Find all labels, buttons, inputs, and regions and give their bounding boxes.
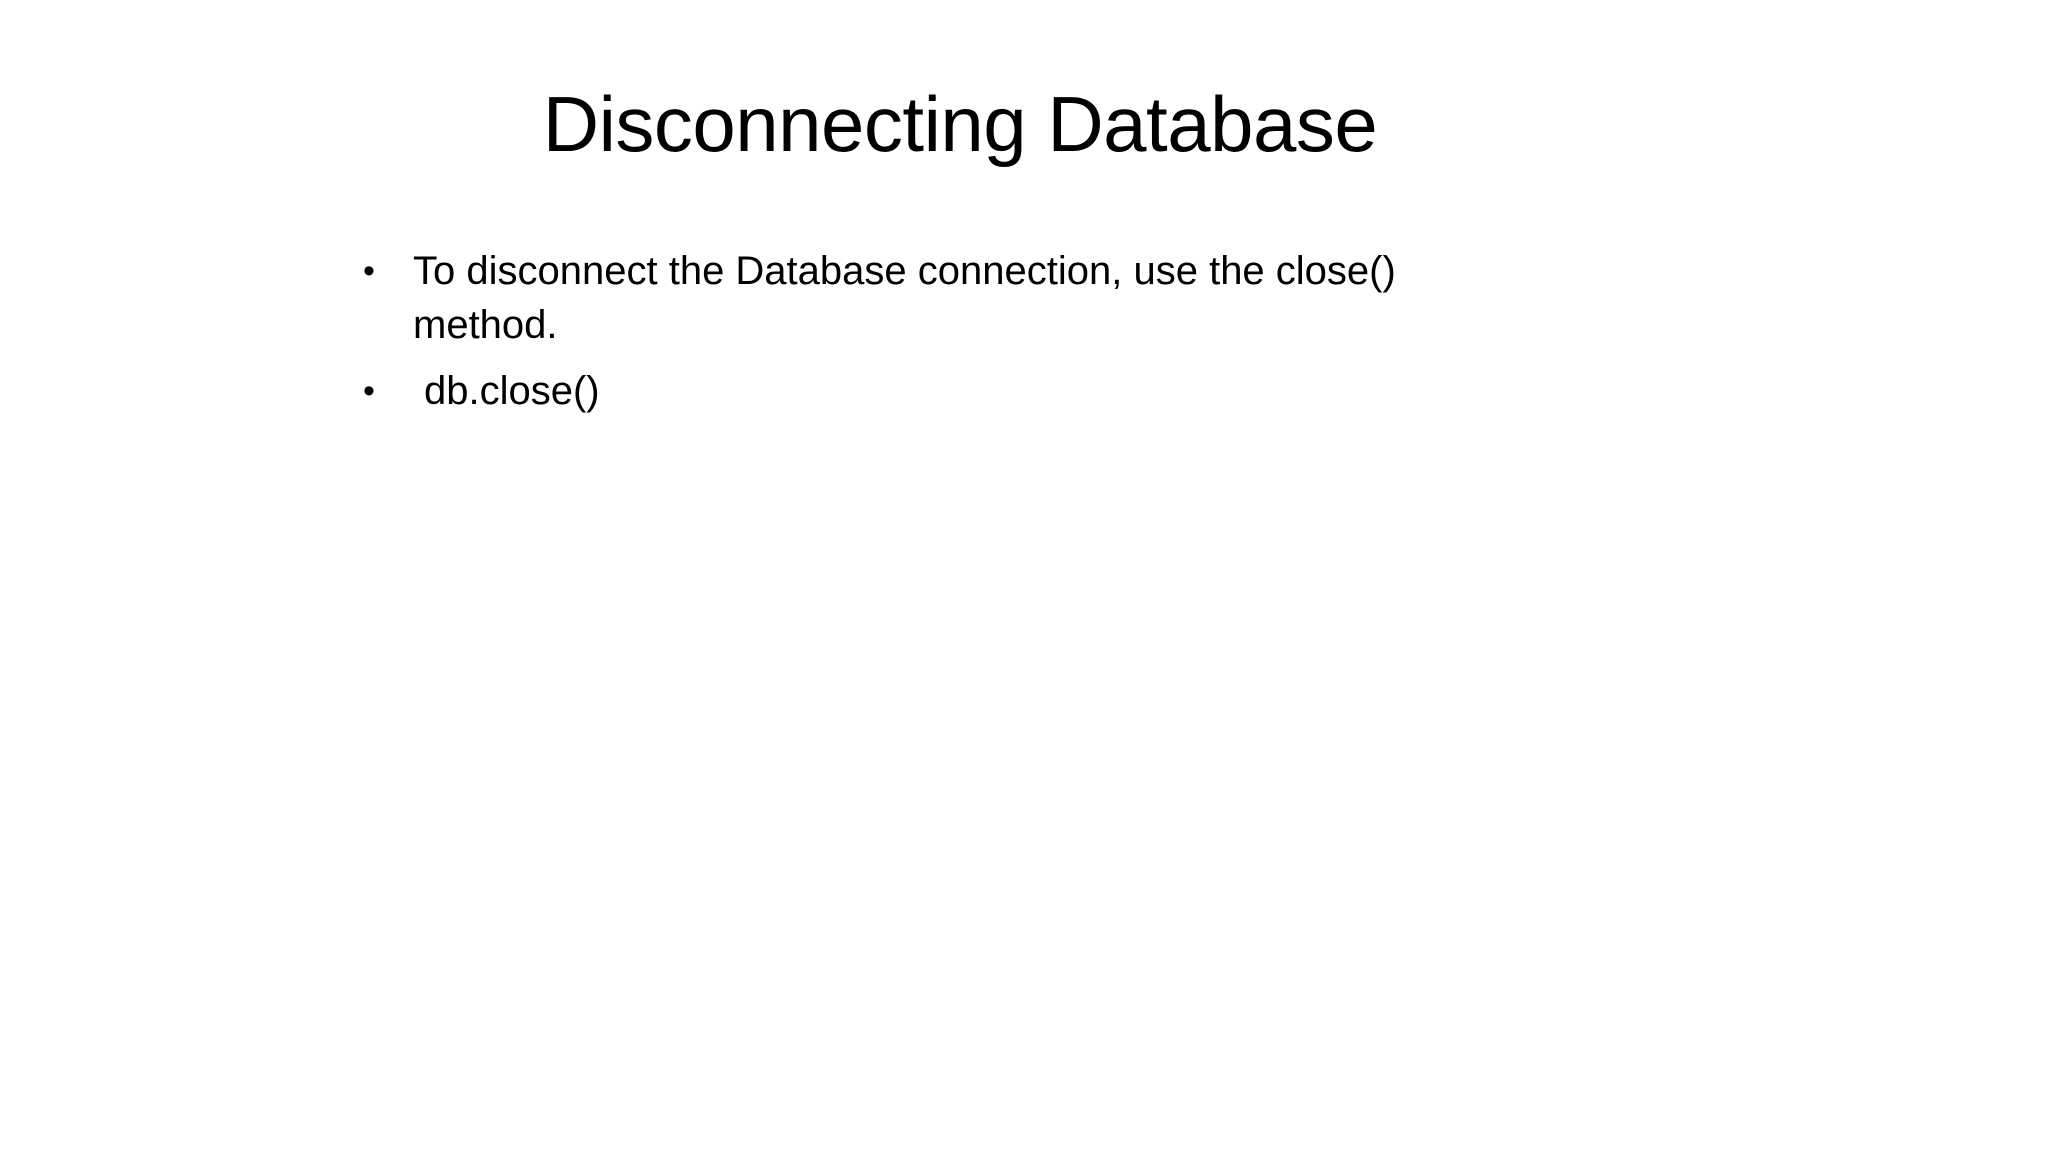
slide-title: Disconnecting Database [542,80,1378,168]
bullet-item [356,364,1516,418]
bullet-item [356,244,1516,352]
bullet-marker: • [363,372,375,410]
bullet-text: To disconnect the Database connection, use the close() method. [413,249,1396,347]
bullet-text: db.close() [424,369,600,413]
bullet-marker: • [363,252,375,290]
bullet-list [356,244,1516,430]
